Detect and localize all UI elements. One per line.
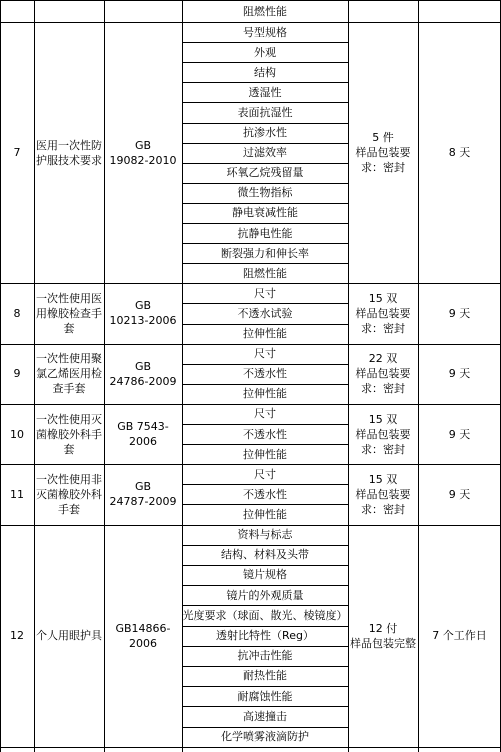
table-cell-period: 9 天 xyxy=(448,427,471,441)
table-cell-period: 9 天 xyxy=(448,487,471,501)
table-rule xyxy=(182,183,349,184)
table-cell-period: 8 天 xyxy=(448,146,471,160)
table-rule xyxy=(182,123,349,124)
table-cell-number: 12 xyxy=(10,629,24,643)
table-rule xyxy=(182,62,349,63)
table-rule xyxy=(182,303,349,304)
table-rule xyxy=(182,504,349,505)
table-cell-item: 拉伸性能 xyxy=(243,387,287,401)
table-cell-product-name: 医用一次性防 护服技术要求 xyxy=(36,138,102,167)
table-cell-item: 微生物指标 xyxy=(237,186,293,200)
table-cell-item: 号型规格 xyxy=(243,25,287,39)
table-rule xyxy=(348,0,349,752)
table-cell-number: 11 xyxy=(10,487,24,501)
table-cell-item: 外观 xyxy=(254,45,276,59)
table-cell-item: 断裂强力和伸长率 xyxy=(221,246,309,260)
table-cell-item: 抗渗水性 xyxy=(243,126,287,140)
table-cell-item: 镜片规格 xyxy=(243,568,287,582)
table-cell-product-name: 一次性使用聚 氯乙烯医用检 查手套 xyxy=(36,352,102,396)
table-cell-item: 阻燃性能 xyxy=(243,4,287,18)
table-cell-item: 抗静电性能 xyxy=(237,226,293,240)
table-cell-item: 镜片的外观质量 xyxy=(226,588,304,602)
table-cell-item: 拉伸性能 xyxy=(243,447,287,461)
table-rule xyxy=(182,324,349,325)
table-cell-standard: GB 24787-2009 xyxy=(109,480,177,509)
table-cell-item: 过滤效率 xyxy=(243,146,287,160)
table-rule xyxy=(182,444,349,445)
table-cell-sample: 15 双 样品包装要 求：密封 xyxy=(355,291,411,335)
table-cell-period: 9 天 xyxy=(448,306,471,320)
table-cell-item: 结构 xyxy=(254,65,276,79)
table-rule xyxy=(182,384,349,385)
table-cell-standard: GB 10213-2006 xyxy=(109,299,177,328)
table-rule xyxy=(34,0,35,752)
table-cell-item: 不透水性 xyxy=(243,367,287,381)
table-rule xyxy=(0,0,1,752)
table-rule xyxy=(182,42,349,43)
table-cell-standard: GB 7543-2006 xyxy=(117,420,169,449)
table-cell-product-name: 个人用眼护具 xyxy=(36,629,102,643)
table-rule xyxy=(182,484,349,485)
table-cell-item: 抗冲击性能 xyxy=(237,649,293,663)
table-rule xyxy=(182,605,349,606)
table-cell-item: 光度要求（球面、散光、棱镜度） xyxy=(182,608,348,622)
table-rule xyxy=(182,686,349,687)
table-cell-number: 8 xyxy=(13,306,21,320)
table-cell-item: 表面抗湿性 xyxy=(237,105,293,119)
table-cell-standard: GB 19082-2010 xyxy=(109,138,177,167)
table-cell-item: 透射比特性（Reg） xyxy=(216,629,314,643)
table-rule xyxy=(418,0,419,752)
table-rule xyxy=(182,243,349,244)
table-cell-sample: 15 双 样品包装要 求：密封 xyxy=(355,472,411,516)
table-cell-item: 资料与标志 xyxy=(237,528,293,542)
table-rule xyxy=(182,223,349,224)
table-rule xyxy=(0,0,501,1)
table-cell-item: 化学喷雾液滴防护 xyxy=(221,730,309,744)
table-rule xyxy=(182,143,349,144)
table-cell-sample: 15 双 样品包装要 求：密封 xyxy=(355,412,411,456)
table-cell-item: 尺寸 xyxy=(254,407,276,421)
table-rule xyxy=(182,565,349,566)
table-cell-item: 尺寸 xyxy=(254,467,276,481)
table-rule xyxy=(182,82,349,83)
table-cell-item: 不透水性 xyxy=(243,487,287,501)
table-cell-sample: 5 件 样品包装要 求：密封 xyxy=(355,131,411,175)
table-cell-item: 尺寸 xyxy=(254,286,276,300)
table-rule xyxy=(182,646,349,647)
table-rule xyxy=(182,0,183,752)
table-rule xyxy=(104,0,105,752)
table-rule xyxy=(182,626,349,627)
table-rule xyxy=(182,203,349,204)
table-rule xyxy=(182,666,349,667)
table-rule xyxy=(182,545,349,546)
table-cell-item: 拉伸性能 xyxy=(243,327,287,341)
table-rule xyxy=(182,424,349,425)
table-cell-item: 高速撞击 xyxy=(243,709,287,723)
table-cell-item: 尺寸 xyxy=(254,347,276,361)
table-cell-item: 环氧乙烷残留量 xyxy=(226,166,304,180)
table-cell-item: 透湿性 xyxy=(248,85,282,99)
table-cell-item: 静电衰减性能 xyxy=(232,206,298,220)
table-cell-item: 不透水试验 xyxy=(237,306,293,320)
table-cell-number: 9 xyxy=(13,367,21,381)
table-rule xyxy=(182,364,349,365)
table-rule xyxy=(182,585,349,586)
table-rule xyxy=(182,706,349,707)
table-cell-period: 7 个工作日 xyxy=(432,629,487,643)
table-cell-standard: GB14866-2006 xyxy=(115,621,171,650)
table-rule xyxy=(0,747,501,748)
table-rule xyxy=(182,263,349,264)
table-cell-sample: 22 双 样品包装要 求：密封 xyxy=(355,352,411,396)
table-cell-number: 7 xyxy=(13,146,21,160)
table-cell-product-name: 一次性使用非 灭菌橡胶外科 手套 xyxy=(36,472,102,516)
table-cell-item: 结构、材料及头带 xyxy=(221,548,309,562)
table-rule xyxy=(182,727,349,728)
table-cell-item: 阻燃性能 xyxy=(243,266,287,280)
table-rule xyxy=(182,163,349,164)
table-cell-product-name: 一次性使用医 用橡胶检查手 套 xyxy=(36,291,102,335)
table-cell-item: 耐腐蚀性能 xyxy=(237,689,293,703)
table-cell-item: 拉伸性能 xyxy=(243,507,287,521)
table-cell-item: 耐热性能 xyxy=(243,669,287,683)
table-cell-period: 9 天 xyxy=(448,367,471,381)
table-rule xyxy=(182,102,349,103)
table-cell-number: 10 xyxy=(10,427,24,441)
table-cell-item: 不透水性 xyxy=(243,427,287,441)
table-cell-standard: GB 24786-2009 xyxy=(109,359,177,388)
table-cell-sample: 12 付 样品包装完整 xyxy=(350,621,416,650)
table-cell-product-name: 一次性使用灭 菌橡胶外科手 套 xyxy=(36,412,102,456)
